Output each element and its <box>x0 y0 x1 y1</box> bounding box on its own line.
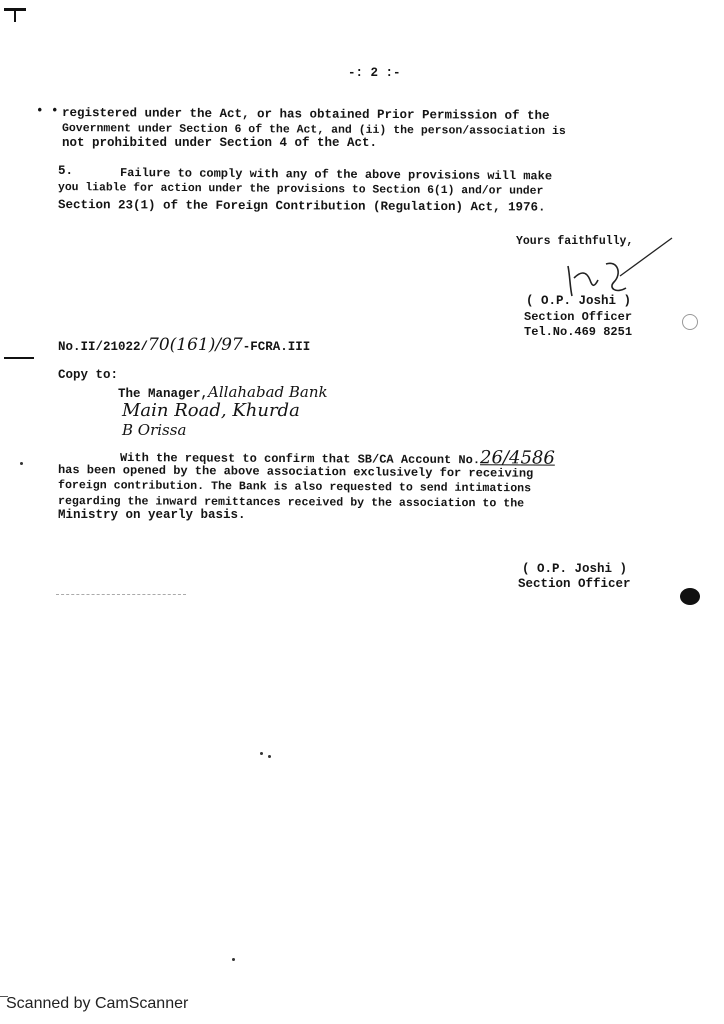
paragraph-line: you liable for action under the provisions to Section 6(1) and/or under <box>57 182 544 198</box>
scan-dot <box>20 462 23 465</box>
request-line: regarding the inward remittances received by the association to the <box>57 495 525 511</box>
scan-dot <box>232 958 235 961</box>
scan-dot <box>268 755 271 758</box>
punch-hole-mark <box>682 314 698 330</box>
signatory2-designation: Section Officer <box>518 577 631 591</box>
account-number-handwritten: 26/4586 <box>480 447 555 469</box>
ref-handwritten: 70(161)/97 <box>148 335 243 355</box>
page-number: -: 2 :- <box>348 66 401 80</box>
addressee-typed: The Manager, <box>118 387 209 401</box>
bullet-marker: • • <box>36 104 59 118</box>
punch-hole-blot <box>680 588 700 605</box>
left-margin-mark <box>4 357 34 359</box>
addressee-line-2: Main Road, Khurda <box>122 400 300 421</box>
ref-suffix: -FCRA.III <box>242 340 311 354</box>
scan-dot <box>260 752 263 755</box>
paragraph-line: registered under the Act, or has obtained Prior Permission of the <box>61 106 550 123</box>
addressee-bank: Allahabad Bank <box>208 383 328 401</box>
signatory2-name: ( O.P. Joshi ) <box>522 562 628 576</box>
faded-reference-fragment <box>56 594 186 596</box>
scanner-footer: Scanned by CamScanner <box>6 995 189 1012</box>
signatory-telephone: Tel.No.469 8251 <box>524 325 633 339</box>
paragraph-line: not prohibited under Section 4 of the Act. <box>62 136 378 150</box>
reference-number <box>58 337 310 355</box>
request-line: has been opened by the above association exclusively for receiving <box>57 463 534 481</box>
closing-salutation: Yours faithfully, <box>516 235 634 248</box>
paragraph-number: 5. <box>58 164 74 178</box>
paragraph-line: Section 23(1) of the Foreign Contribution (Regulation) Act, 1976. <box>57 198 546 215</box>
paragraph-line: Government under Section 6 of the Act, and (ii) the person/association is <box>61 122 566 139</box>
corner-mark-stem <box>14 8 16 22</box>
signatory-name: ( O.P. Joshi ) <box>526 294 632 308</box>
paragraph-line: Failure to comply with any of the above provisions will make <box>119 166 553 184</box>
ref-prefix: No.II/21022/ <box>58 340 149 354</box>
copy-to-label: Copy to: <box>58 368 119 382</box>
request-line: Ministry on yearly basis. <box>58 508 246 522</box>
request-text: With the request to confirm that SB/CA Account No. <box>119 451 481 468</box>
addressee-line-3: B Orissa <box>122 421 187 439</box>
signatory-designation: Section Officer <box>524 310 633 324</box>
request-line: foreign contribution. The Bank is also requested to send intimations <box>57 479 532 496</box>
